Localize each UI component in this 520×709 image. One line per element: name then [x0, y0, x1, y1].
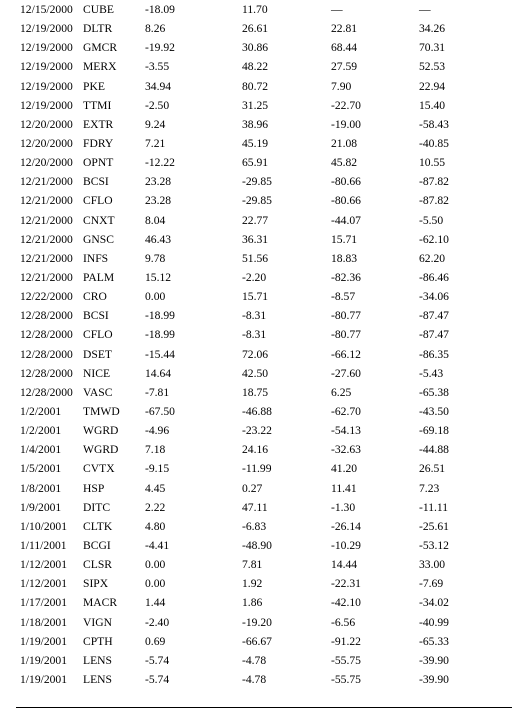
- value-cell-4: 62.20: [419, 251, 446, 265]
- table-row: [16, 249, 512, 268]
- ticker-cell: TTMI: [83, 98, 112, 112]
- date-cell: 12/28/2000: [20, 347, 73, 361]
- value-cell-4: 22.94: [419, 79, 446, 93]
- ticker-cell: CFLO: [83, 194, 113, 208]
- date-cell: 1/12/2001: [20, 577, 68, 591]
- returns-table: [16, 0, 512, 689]
- table-row: [16, 19, 512, 38]
- table-row: [16, 555, 512, 574]
- value-cell-4: 15.40: [419, 98, 446, 112]
- value-cell-1: 34.94: [145, 79, 172, 93]
- value-cell-3: -22.70: [331, 98, 361, 112]
- value-cell-1: 4.45: [145, 481, 166, 495]
- value-cell-4: -5.50: [419, 213, 444, 227]
- value-cell-4: -39.90: [419, 672, 449, 686]
- value-cell-1: -7.81: [145, 385, 170, 399]
- value-cell-3: -66.12: [331, 347, 361, 361]
- ticker-cell: WGRD: [83, 424, 119, 438]
- value-cell-4: -5.43: [419, 366, 444, 380]
- value-cell-3: -1.30: [331, 500, 356, 514]
- table-row: [16, 325, 512, 344]
- value-cell-2: 38.96: [242, 117, 269, 131]
- value-cell-4: -65.38: [419, 385, 449, 399]
- date-cell: 1/18/2001: [20, 615, 68, 629]
- value-cell-4: 33.00: [419, 558, 446, 572]
- value-cell-1: -5.74: [145, 653, 170, 667]
- value-cell-4: -40.99: [419, 615, 449, 629]
- date-cell: 1/2/2001: [20, 404, 62, 418]
- value-cell-2: 26.61: [242, 22, 269, 36]
- date-cell: 12/19/2000: [20, 98, 73, 112]
- value-cell-4: 52.53: [419, 60, 446, 74]
- value-cell-3: 41.20: [331, 462, 358, 476]
- value-cell-3: -55.75: [331, 672, 361, 686]
- value-cell-1: 4.80: [145, 519, 166, 533]
- value-cell-2: 31.25: [242, 98, 269, 112]
- table-row: [16, 613, 512, 632]
- date-cell: 1/12/2001: [20, 558, 68, 572]
- date-cell: 12/19/2000: [20, 41, 73, 55]
- ticker-cell: CUBE: [83, 3, 114, 16]
- value-cell-1: 7.21: [145, 136, 166, 150]
- value-cell-2: -29.85: [242, 175, 272, 189]
- value-cell-2: 42.50: [242, 366, 269, 380]
- value-cell-3: -6.56: [331, 615, 356, 629]
- date-cell: 1/8/2001: [20, 481, 62, 495]
- value-cell-4: -11.11: [419, 500, 449, 514]
- table-row: [16, 211, 512, 230]
- value-cell-3: 68.44: [331, 41, 358, 55]
- table-row: [16, 287, 512, 306]
- ticker-cell: LENS: [83, 672, 112, 686]
- value-cell-2: -6.83: [242, 519, 267, 533]
- value-cell-1: 0.69: [145, 634, 166, 648]
- value-cell-2: 1.86: [242, 596, 263, 610]
- table-row: [16, 479, 512, 498]
- table-row: [16, 38, 512, 57]
- value-cell-4: 34.26: [419, 22, 446, 36]
- value-cell-1: 46.43: [145, 232, 172, 246]
- value-cell-1: 1.44: [145, 596, 166, 610]
- value-cell-2: 0.27: [242, 481, 263, 495]
- value-cell-4: -34.02: [419, 596, 449, 610]
- date-cell: 12/19/2000: [20, 22, 73, 36]
- table-row: [16, 364, 512, 383]
- ticker-cell: WGRD: [83, 443, 119, 457]
- table-row: [16, 172, 512, 191]
- ticker-cell: PALM: [83, 270, 115, 284]
- value-cell-2: -46.88: [242, 404, 272, 418]
- value-cell-3: -55.75: [331, 653, 361, 667]
- table-row: [16, 134, 512, 153]
- ticker-cell: BCGI: [83, 538, 111, 552]
- value-cell-2: 1.92: [242, 577, 263, 591]
- date-cell: 1/19/2001: [20, 672, 68, 686]
- value-cell-4: -86.46: [419, 270, 449, 284]
- value-cell-4: -25.61: [419, 519, 449, 533]
- date-cell: 1/11/2001: [20, 538, 67, 552]
- value-cell-3: -8.57: [331, 290, 356, 304]
- value-cell-2: -29.85: [242, 194, 272, 208]
- table-row: [16, 268, 512, 287]
- ticker-cell: NICE: [83, 366, 111, 380]
- date-cell: 1/17/2001: [20, 596, 68, 610]
- value-cell-4: -39.90: [419, 653, 449, 667]
- table-row: [16, 153, 512, 172]
- table-row: [16, 632, 512, 651]
- ticker-cell: CVTX: [83, 462, 115, 476]
- value-cell-1: -19.92: [145, 41, 175, 55]
- value-cell-1: -15.44: [145, 347, 175, 361]
- value-cell-3: -82.36: [331, 270, 361, 284]
- value-cell-3: 22.81: [331, 22, 358, 36]
- date-cell: 12/20/2000: [20, 156, 73, 170]
- value-cell-2: 51.56: [242, 251, 269, 265]
- date-cell: 1/9/2001: [20, 500, 62, 514]
- value-cell-1: -9.15: [145, 462, 170, 476]
- value-cell-1: -18.99: [145, 309, 175, 323]
- value-cell-3: -80.77: [331, 328, 361, 342]
- ticker-cell: SIPX: [83, 577, 109, 591]
- value-cell-1: 8.04: [145, 213, 166, 227]
- ticker-cell: GNSC: [83, 232, 114, 246]
- ticker-cell: EXTR: [83, 117, 114, 131]
- table-row: [16, 574, 512, 593]
- value-cell-1: 23.28: [145, 194, 172, 208]
- value-cell-4: 26.51: [419, 462, 446, 476]
- date-cell: 12/22/2000: [20, 290, 73, 304]
- value-cell-1: -18.09: [145, 3, 175, 16]
- table-row: [16, 459, 512, 478]
- date-cell: 1/4/2001: [20, 443, 62, 457]
- value-cell-2: 22.77: [242, 213, 269, 227]
- value-cell-2: 72.06: [242, 347, 269, 361]
- ticker-cell: CLSR: [83, 558, 112, 572]
- value-cell-3: -80.77: [331, 309, 361, 323]
- table-row: [16, 57, 512, 76]
- value-cell-3: -32.63: [331, 443, 361, 457]
- ticker-cell: CPTH: [83, 634, 113, 648]
- date-cell: 12/21/2000: [20, 175, 73, 189]
- value-cell-1: 0.00: [145, 577, 166, 591]
- date-cell: 1/2/2001: [20, 424, 62, 438]
- value-cell-2: 80.72: [242, 79, 269, 93]
- date-cell: 1/10/2001: [20, 519, 68, 533]
- date-cell: 1/19/2001: [20, 653, 68, 667]
- table-row: [16, 0, 512, 19]
- value-cell-1: -18.99: [145, 328, 175, 342]
- value-cell-1: 0.00: [145, 290, 166, 304]
- value-cell-3: 7.90: [331, 79, 352, 93]
- value-cell-2: -2.20: [242, 270, 267, 284]
- value-cell-3: 6.25: [331, 385, 352, 399]
- value-cell-1: -67.50: [145, 404, 175, 418]
- value-cell-2: 11.70: [242, 3, 268, 16]
- value-cell-3: -26.14: [331, 519, 361, 533]
- date-cell: 12/21/2000: [20, 270, 73, 284]
- value-cell-2: -8.31: [242, 309, 267, 323]
- value-cell-4: 10.55: [419, 156, 446, 170]
- value-cell-1: -4.96: [145, 424, 170, 438]
- value-cell-4: -87.47: [419, 328, 449, 342]
- value-cell-4: 7.23: [419, 481, 440, 495]
- table-row: [16, 536, 512, 555]
- table-row: [16, 345, 512, 364]
- table-row: [16, 651, 512, 670]
- value-cell-4: -69.18: [419, 424, 449, 438]
- ticker-cell: LENS: [83, 653, 112, 667]
- table-row: [16, 230, 512, 249]
- value-cell-3: -10.29: [331, 538, 361, 552]
- ticker-cell: PKE: [83, 79, 105, 93]
- ticker-cell: INFS: [83, 251, 109, 265]
- date-cell: 12/28/2000: [20, 309, 73, 323]
- value-cell-2: 15.71: [242, 290, 269, 304]
- value-cell-4: -62.10: [419, 232, 449, 246]
- table-row: [16, 115, 512, 134]
- table-row: [16, 96, 512, 115]
- value-cell-3: 27.59: [331, 60, 358, 74]
- date-cell: 12/21/2000: [20, 232, 73, 246]
- ticker-cell: GMCR: [83, 41, 118, 55]
- ticker-cell: CNXT: [83, 213, 115, 227]
- ticker-cell: OPNT: [83, 156, 114, 170]
- table-row: [16, 440, 512, 459]
- value-cell-2: 65.91: [242, 156, 269, 170]
- value-cell-1: -4.41: [145, 538, 170, 552]
- ticker-cell: DLTR: [83, 22, 113, 36]
- date-cell: 12/21/2000: [20, 213, 73, 227]
- ticker-cell: VASC: [83, 385, 113, 399]
- value-cell-2: -11.99: [242, 462, 272, 476]
- value-cell-2: 45.19: [242, 136, 269, 150]
- value-cell-3: 14.44: [331, 558, 358, 572]
- date-cell: 12/15/2000: [20, 3, 73, 16]
- value-cell-3: -19.00: [331, 117, 361, 131]
- value-cell-1: -2.40: [145, 615, 170, 629]
- value-cell-3: -80.66: [331, 194, 361, 208]
- value-cell-1: -3.55: [145, 60, 170, 74]
- date-cell: 12/28/2000: [20, 328, 73, 342]
- table-row: [16, 498, 512, 517]
- table-row: [16, 593, 512, 612]
- date-cell: 1/19/2001: [20, 634, 68, 648]
- value-cell-2: -23.22: [242, 424, 272, 438]
- value-cell-1: 14.64: [145, 366, 172, 380]
- value-cell-2: 47.11: [242, 500, 268, 514]
- value-cell-1: 15.12: [145, 270, 172, 284]
- date-cell: 12/20/2000: [20, 136, 73, 150]
- value-cell-4: -87.47: [419, 309, 449, 323]
- table-row: [16, 402, 512, 421]
- table-row: [16, 670, 512, 689]
- table-row: [16, 306, 512, 325]
- value-cell-3: -91.22: [331, 634, 361, 648]
- value-cell-2: 36.31: [242, 232, 269, 246]
- value-cell-2: -4.78: [242, 672, 267, 686]
- date-cell: 12/19/2000: [20, 60, 73, 74]
- value-cell-2: -66.67: [242, 634, 272, 648]
- value-cell-2: 48.22: [242, 60, 269, 74]
- value-cell-3: 11.41: [331, 481, 357, 495]
- value-cell-3: 15.71: [331, 232, 358, 246]
- value-cell-2: 30.86: [242, 41, 269, 55]
- value-cell-1: 9.78: [145, 251, 166, 265]
- ticker-cell: CRO: [83, 290, 107, 304]
- value-cell-4: -34.06: [419, 290, 449, 304]
- value-cell-4: -58.43: [419, 117, 449, 131]
- table-row: [16, 517, 512, 536]
- value-cell-1: 23.28: [145, 175, 172, 189]
- date-cell: 12/20/2000: [20, 117, 73, 131]
- value-cell-4: -86.35: [419, 347, 449, 361]
- date-cell: 1/5/2001: [20, 462, 62, 476]
- ticker-cell: MACR: [83, 596, 118, 610]
- ticker-cell: FDRY: [83, 136, 114, 150]
- ticker-cell: CFLO: [83, 328, 113, 342]
- value-cell-4: -87.82: [419, 194, 449, 208]
- value-cell-3: -54.13: [331, 424, 361, 438]
- value-cell-1: -5.74: [145, 672, 170, 686]
- date-cell: 12/28/2000: [20, 366, 73, 380]
- value-cell-3: -62.70: [331, 404, 361, 418]
- ticker-cell: BCSI: [83, 175, 109, 189]
- date-cell: 12/21/2000: [20, 251, 73, 265]
- ticker-cell: VIGN: [83, 615, 112, 629]
- value-cell-4: -53.12: [419, 538, 449, 552]
- table-row: [16, 421, 512, 440]
- value-cell-3: —: [331, 3, 343, 16]
- value-cell-3: 45.82: [331, 156, 358, 170]
- value-cell-3: -27.60: [331, 366, 361, 380]
- value-cell-2: -19.20: [242, 615, 272, 629]
- ticker-cell: DSET: [83, 347, 112, 361]
- value-cell-1: 0.00: [145, 558, 166, 572]
- value-cell-1: 7.18: [145, 443, 166, 457]
- value-cell-1: 8.26: [145, 22, 166, 36]
- value-cell-2: -8.31: [242, 328, 267, 342]
- value-cell-4: -7.69: [419, 577, 444, 591]
- value-cell-4: 70.31: [419, 41, 446, 55]
- ticker-cell: TMWD: [83, 404, 120, 418]
- value-cell-3: 18.83: [331, 251, 358, 265]
- value-cell-2: 7.81: [242, 558, 263, 572]
- value-cell-2: 18.75: [242, 385, 269, 399]
- table-row: [16, 77, 512, 96]
- value-cell-4: —: [419, 3, 431, 16]
- value-cell-3: 21.08: [331, 136, 358, 150]
- value-cell-4: -44.88: [419, 443, 449, 457]
- value-cell-1: -12.22: [145, 156, 175, 170]
- date-cell: 12/19/2000: [20, 79, 73, 93]
- value-cell-3: -42.10: [331, 596, 361, 610]
- date-cell: 12/21/2000: [20, 194, 73, 208]
- value-cell-1: -2.50: [145, 98, 170, 112]
- table-row: [16, 191, 512, 210]
- value-cell-4: -87.82: [419, 175, 449, 189]
- table-row: [16, 383, 512, 402]
- value-cell-1: 9.24: [145, 117, 166, 131]
- value-cell-2: -48.90: [242, 538, 272, 552]
- date-cell: 12/28/2000: [20, 385, 73, 399]
- value-cell-1: 2.22: [145, 500, 166, 514]
- value-cell-4: -40.85: [419, 136, 449, 150]
- ticker-cell: BCSI: [83, 309, 109, 323]
- value-cell-2: -4.78: [242, 653, 267, 667]
- value-cell-3: -22.31: [331, 577, 361, 591]
- ticker-cell: DITC: [83, 500, 111, 514]
- ticker-cell: HSP: [83, 481, 105, 495]
- value-cell-4: -43.50: [419, 404, 449, 418]
- value-cell-3: -44.07: [331, 213, 361, 227]
- ticker-cell: MERX: [83, 60, 117, 74]
- value-cell-3: -80.66: [331, 175, 361, 189]
- ticker-cell: CLTK: [83, 519, 113, 533]
- value-cell-4: -65.33: [419, 634, 449, 648]
- table-bottom-rule: [16, 707, 512, 708]
- value-cell-2: 24.16: [242, 443, 269, 457]
